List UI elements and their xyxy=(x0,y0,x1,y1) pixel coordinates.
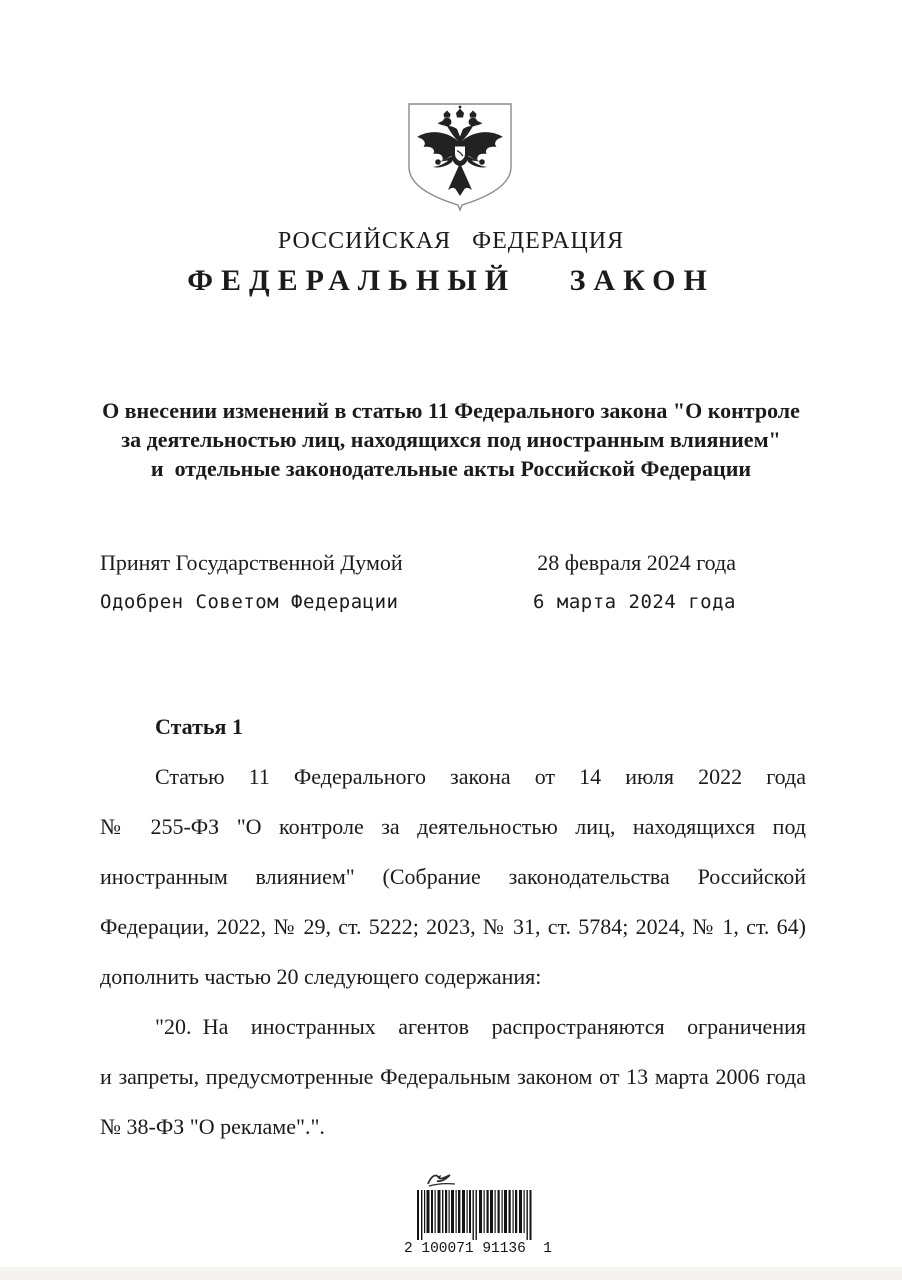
passed-label: Принят Государственной Думой xyxy=(100,550,403,575)
passed-date: 28 февраля 2024 года xyxy=(537,550,736,575)
law-title-line: за деятельностью лиц, находящихся под иностранным влиянием" xyxy=(121,427,781,452)
body-line: иностранным влиянием" (Собрание законодательства Российской xyxy=(100,864,806,889)
barcode-number: 2 100071 91136 1 xyxy=(404,1241,552,1257)
barcode-icon xyxy=(417,1190,532,1240)
law-title-line: О внесении изменений в статью 11 Федерального закона "О контроле xyxy=(102,398,800,423)
body-line: Статью 11 Федерального закона от 14 июля 2022 года xyxy=(155,764,806,789)
page-bottom-edge xyxy=(0,1267,902,1280)
body-line: Федерации, 2022, № 29, ст. 5222; 2023, № 31, ст. 5784; 2024, № 1, ст. 64) xyxy=(100,914,806,939)
body-line: "20. На иностранных агентов распространяются ограничения xyxy=(155,1014,806,1039)
approved-date: 6 марта 2024 года xyxy=(533,591,736,613)
country-heading: РОССИЙСКАЯ ФЕДЕРАЦИЯ xyxy=(277,228,625,254)
adoption-block xyxy=(100,548,736,617)
law-title-line: и отдельные законодательные акты Российской Федерации xyxy=(150,456,752,481)
handwritten-mark-icon xyxy=(424,1170,460,1190)
article-1-paragraph-1 xyxy=(100,752,806,1002)
body-line: № 255-ФЗ "О контроле за деятельностью лиц, находящихся под xyxy=(100,814,806,839)
russian-coat-of-arms-icon xyxy=(402,100,518,214)
body-line: № 38-ФЗ "О рекламе".". xyxy=(100,1114,325,1139)
law-title xyxy=(60,396,842,483)
article-1-paragraph-2 xyxy=(100,1002,806,1152)
barcode-block xyxy=(400,1170,570,1257)
article-1-heading: Статья 1 xyxy=(155,714,243,739)
approved-row xyxy=(100,587,736,617)
body-line: дополнить частью 20 следующего содержания: xyxy=(100,964,542,989)
body-line: и запреты, предусмотренные Федеральным законом от 13 марта 2006 года xyxy=(100,1064,806,1089)
approved-label: Одобрен Советом Федерации xyxy=(100,591,399,613)
document-type-heading: ФЕДЕРАЛЬНЫЙ ЗАКОН xyxy=(187,264,715,297)
passed-row xyxy=(100,548,736,578)
